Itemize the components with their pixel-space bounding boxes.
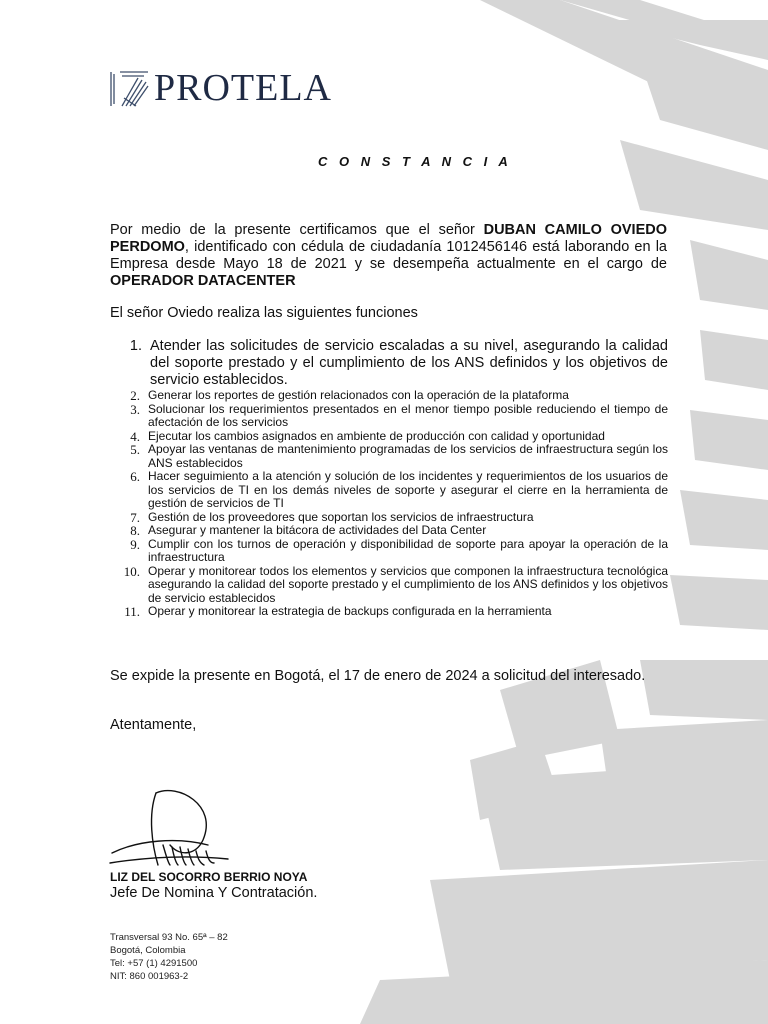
list-item-number: 2. xyxy=(130,388,140,403)
list-item xyxy=(110,389,668,403)
address-line: Bogotá, Colombia xyxy=(110,945,186,956)
functions-intro: El señor Oviedo realiza las siguientes funciones xyxy=(110,305,418,321)
list-item-number: 6. xyxy=(130,469,140,484)
list-item xyxy=(110,511,668,525)
list-item-text: Solucionar los requerimientos presentados en el menor tiempo posible reduciendo el tiempo de afectación de los servicios xyxy=(148,401,668,429)
intro-text-2: , identificado con cédula de ciudadanía 1012456146 está laborando en la Empresa desde Mayo 18 de 2021 y se desempeña actualmente en el cargo de xyxy=(110,239,667,272)
list-item xyxy=(110,338,668,389)
intro-paragraph xyxy=(110,222,667,290)
list-item-text: Ejecutar los cambios asignados en ambiente de producción con calidad y oportunidad xyxy=(148,428,605,443)
closing-paragraph: Se expide la presente en Bogotá, el 17 de enero de 2024 a solicitud del interesado. xyxy=(110,668,646,684)
signer-name: LIZ DEL SOCORRO BERRIO NOYA xyxy=(110,870,308,884)
list-item xyxy=(110,538,668,565)
employee-name: DUBAN CAMILO OVIEDO PERDOMO xyxy=(110,222,667,255)
list-item xyxy=(110,524,668,538)
list-item-text: Generar los reportes de gestión relacionados con la operación de la plataforma xyxy=(148,388,569,402)
address-line: Transversal 93 No. 65ª – 82 xyxy=(110,932,228,943)
document-title: C O N S T A N C I A xyxy=(318,154,512,169)
list-item-number: 4. xyxy=(130,428,140,444)
company-address xyxy=(110,931,228,983)
list-item-number: 8. xyxy=(130,523,140,538)
list-item-number: 1. xyxy=(129,338,142,354)
list-item-text: Operar y monitorear la estrategia de backups configurada en la herramienta xyxy=(148,604,552,618)
list-item-text: Apoyar las ventanas de mantenimiento programadas de los servicios de infraestructura según los ANS establecidos xyxy=(148,442,668,470)
list-item-number: 3. xyxy=(130,401,140,417)
list-item-text: Hacer seguimiento a la atención y solución de los incidentes y requerimientos de los usuarios de los servicios de TI en los demás niveles de soporte y asegurar el cierre en la herramienta de gestión de servicios de TI xyxy=(148,469,668,510)
address-line: NIT: 860 001963-2 xyxy=(110,971,189,982)
company-logo xyxy=(108,66,332,110)
list-item xyxy=(110,430,668,444)
list-item-number: 5. xyxy=(130,442,140,457)
protela-mark-icon xyxy=(108,68,150,108)
list-item-text: Asegurar y mantener la bitácora de actividades del Data Center xyxy=(148,523,487,537)
list-item xyxy=(110,565,668,606)
list-item-text: Operar y monitorear todos los elementos y servicios que componen la infraestructura tecnológica asegurando la calidad del soporte prestado y el cumplimiento de los ANS definidos y los objetivos de servicio establecidos xyxy=(148,563,668,605)
employee-position: OPERADOR DATACENTER xyxy=(110,273,296,289)
list-item-text: Atender las solicitudes de servicio escaladas a su nivel, asegurando la calidad del soporte prestado y el cumplimiento de los ANS definidos y los objetivos de servicio establecidos. xyxy=(150,338,668,388)
logo-wordmark: PROTELA xyxy=(154,67,332,109)
list-item xyxy=(110,403,668,430)
list-item-number: 11. xyxy=(124,604,140,619)
list-item xyxy=(110,605,668,619)
signer-role: Jefe De Nomina Y Contratación. xyxy=(110,885,318,901)
salutation: Atentamente, xyxy=(110,717,197,733)
list-item-number: 7. xyxy=(130,509,140,525)
list-item-text: Cumplir con los turnos de operación y disponibilidad de soporte para apoyar la operación de la infraestructura xyxy=(148,536,668,564)
list-item-text: Gestión de los proveedores que soportan los servicios de infraestructura xyxy=(148,509,534,524)
list-item xyxy=(110,470,668,511)
functions-list xyxy=(110,338,668,619)
list-item-number: 10. xyxy=(123,563,140,579)
handwritten-signature xyxy=(108,785,238,875)
list-item xyxy=(110,443,668,470)
intro-text-1: Por medio de la presente certificamos que el señor xyxy=(110,222,484,238)
address-line: Tel: +57 (1) 4291500 xyxy=(110,958,198,969)
list-item-number: 9. xyxy=(130,536,140,552)
